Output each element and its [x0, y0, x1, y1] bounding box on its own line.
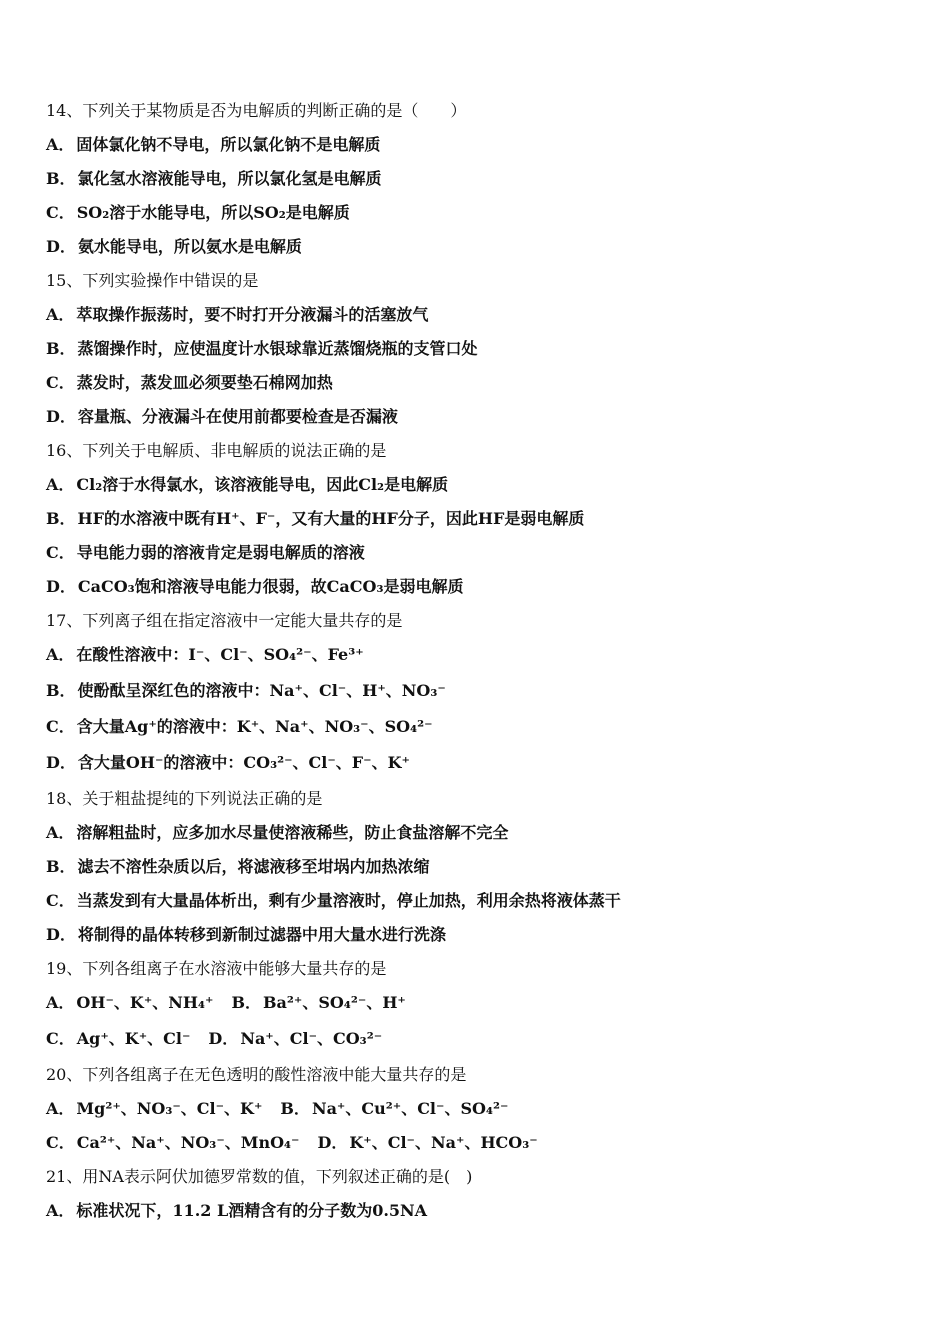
option-text: Na⁺、Cl⁻、CO₃²⁻ — [240, 1029, 383, 1048]
option-letter: B． — [46, 681, 76, 700]
option-text: 蒸发时，蒸发皿必须要垫石棉网加热 — [76, 373, 333, 392]
option-text: 滤去不溶性杂质以后，将滤液移至坩埚内加热浓缩 — [77, 857, 430, 876]
option-text: 溶解粗盐时，应多加水尽量使溶液稀些，防止食盐溶解不完全 — [76, 823, 509, 842]
option-row — [46, 990, 906, 1026]
question-stem: 21、用NA表示阿伏加德罗常数的值，下列叙述正确的是( ) — [46, 1167, 473, 1186]
option-letter: D． — [46, 237, 76, 256]
option-row — [46, 472, 906, 506]
option-letter: B． — [46, 169, 76, 188]
option-text: Ba²⁺、SO₄²⁻、H⁺ — [263, 993, 406, 1012]
question-stem: 15、下列实验操作中错误的是 — [46, 271, 259, 290]
option-text: 在酸性溶液中：I⁻、Cl⁻、SO₄²⁻、Fe³⁺ — [76, 645, 364, 664]
option-row — [46, 234, 906, 268]
option-letter: A． — [46, 993, 75, 1012]
option-row — [46, 714, 906, 750]
question-stem: 14、下列关于某物质是否为电解质的判断正确的是（ ） — [46, 101, 467, 120]
option-text: 导电能力弱的溶液肯定是弱电解质的溶液 — [76, 543, 365, 562]
option-text: 氯化氢水溶液能导电，所以氯化氢是电解质 — [77, 169, 382, 188]
option-row — [46, 922, 906, 956]
option-letter: B． — [280, 1099, 310, 1118]
option-letter: D． — [317, 1133, 348, 1152]
option-text: 含大量Ag⁺的溶液中：K⁺、Na⁺、NO₃⁻、SO₄²⁻ — [76, 717, 433, 736]
option-row — [46, 1198, 906, 1232]
option-letter: B． — [46, 339, 76, 358]
option-text: Ag⁺、K⁺、Cl⁻ — [76, 1029, 191, 1048]
option-row — [46, 750, 906, 786]
option-row — [46, 132, 906, 166]
option-text: Cl₂溶于水得氯水，该溶液能导电，因此Cl₂是电解质 — [76, 475, 449, 494]
option-row — [46, 1130, 906, 1164]
option-letter: A． — [46, 305, 75, 324]
option-text: K⁺、Cl⁻、Na⁺、HCO₃⁻ — [349, 1133, 538, 1152]
option-letter: C． — [46, 1029, 75, 1048]
question-stem: 20、下列各组离子在无色透明的酸性溶液中能大量共存的是 — [46, 1065, 467, 1084]
option-letter: A． — [46, 1099, 75, 1118]
option-text: HF的水溶液中既有H⁺、F⁻，又有大量的HF分子，因此HF是弱电解质 — [77, 509, 585, 528]
option-letter: D． — [208, 1029, 239, 1048]
option-text: 将制得的晶体转移到新制过滤器中用大量水进行洗涤 — [77, 925, 446, 944]
option-letter: A． — [46, 1201, 75, 1220]
option-letter: D． — [46, 925, 76, 944]
option-text: Na⁺、Cu²⁺、Cl⁻、SO₄²⁻ — [311, 1099, 509, 1118]
option-text: 使酚酞呈深红色的溶液中：Na⁺、Cl⁻、H⁺、NO₃⁻ — [77, 681, 446, 700]
option-letter: A． — [46, 135, 75, 154]
option-text: 容量瓶、分液漏斗在使用前都要检查是否漏液 — [77, 407, 398, 426]
option-text: 萃取操作振荡时，要不时打开分液漏斗的活塞放气 — [76, 305, 429, 324]
option-text: Ca²⁺、Na⁺、NO₃⁻、MnO₄⁻ — [76, 1133, 300, 1152]
option-row — [46, 302, 906, 336]
option-row — [46, 1096, 906, 1130]
option-row — [46, 200, 906, 234]
option-row — [46, 820, 906, 854]
question-stem: 18、关于粗盐提纯的下列说法正确的是 — [46, 789, 323, 808]
option-letter: C． — [46, 373, 75, 392]
option-text: 当蒸发到有大量晶体析出，剩有少量溶液时，停止加热，利用余热将液体蒸干 — [76, 891, 621, 910]
option-letter: C． — [46, 1133, 75, 1152]
option-text: 氨水能导电，所以氨水是电解质 — [77, 237, 302, 256]
option-row — [46, 678, 906, 714]
option-row — [46, 574, 906, 608]
option-letter: C． — [46, 891, 75, 910]
option-row — [46, 854, 906, 888]
option-text: 固体氯化钠不导电，所以氯化钠不是电解质 — [76, 135, 381, 154]
question-stem: 16、下列关于电解质、非电解质的说法正确的是 — [46, 441, 387, 460]
option-letter: B． — [231, 993, 262, 1012]
option-row — [46, 336, 906, 370]
option-letter: D． — [46, 407, 76, 426]
question-stem: 19、下列各组离子在水溶液中能够大量共存的是 — [46, 959, 387, 978]
option-text: OH⁻、K⁺、NH₄⁺ — [76, 993, 214, 1012]
option-letter: B． — [46, 857, 76, 876]
option-row — [46, 888, 906, 922]
option-row — [46, 642, 906, 678]
option-letter: C． — [46, 203, 75, 222]
option-letter: A． — [46, 475, 75, 494]
option-text: CaCO₃饱和溶液导电能力很弱，故CaCO₃是弱电解质 — [77, 577, 464, 596]
option-letter: A． — [46, 645, 75, 664]
option-row — [46, 540, 906, 574]
option-text: 含大量OH⁻的溶液中：CO₃²⁻、Cl⁻、F⁻、K⁺ — [77, 753, 410, 772]
option-text: SO₂溶于水能导电，所以SO₂是电解质 — [76, 203, 350, 222]
option-letter: B． — [46, 509, 76, 528]
option-letter: C． — [46, 543, 75, 562]
option-row — [46, 370, 906, 404]
option-row — [46, 1026, 906, 1062]
option-text: 蒸馏操作时，应使温度计水银球靠近蒸馏烧瓶的支管口处 — [77, 339, 478, 358]
option-row — [46, 506, 906, 540]
option-letter: D． — [46, 753, 76, 772]
option-text: 标准状况下，11.2 L酒精含有的分子数为0.5NA — [76, 1201, 428, 1220]
option-letter: C． — [46, 717, 75, 736]
document-page — [46, 98, 906, 1232]
option-row — [46, 166, 906, 200]
option-letter: D． — [46, 577, 76, 596]
option-row — [46, 404, 906, 438]
option-letter: A． — [46, 823, 75, 842]
option-text: Mg²⁺、NO₃⁻、Cl⁻、K⁺ — [76, 1099, 263, 1118]
question-stem: 17、下列离子组在指定溶液中一定能大量共存的是 — [46, 611, 403, 630]
